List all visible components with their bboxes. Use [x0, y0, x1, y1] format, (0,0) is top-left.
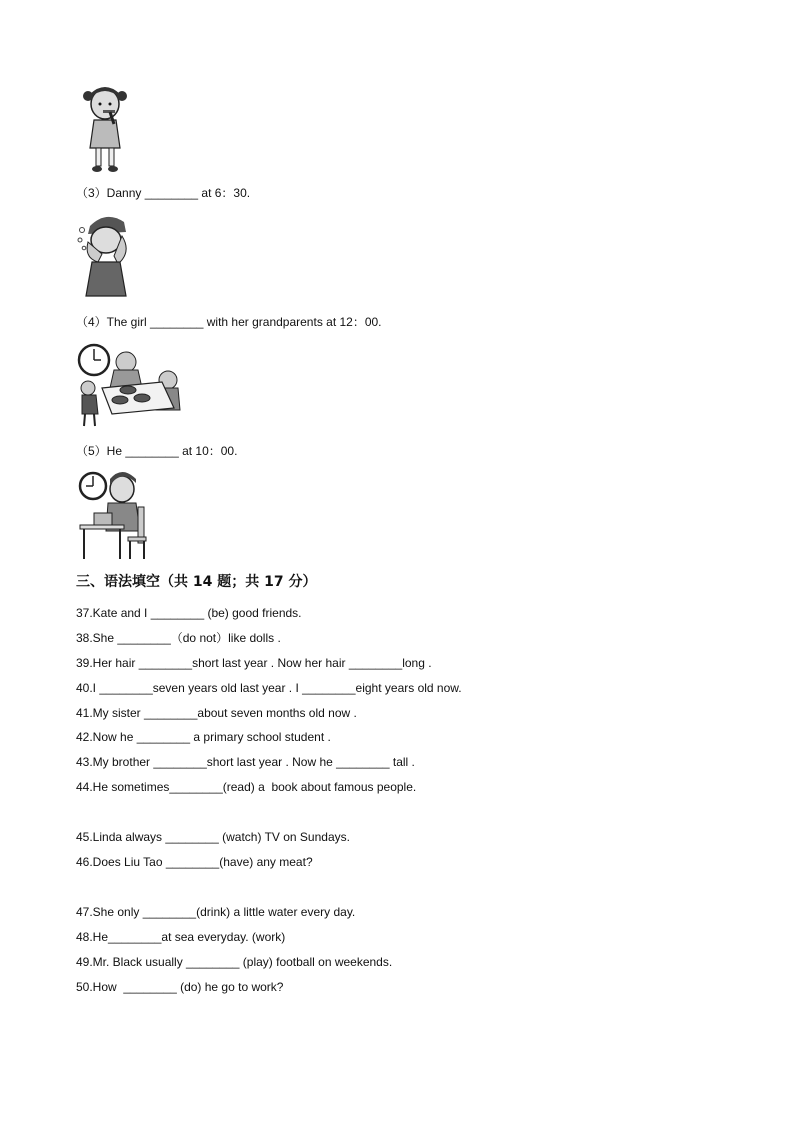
question-37: 37.Kate and I ________ (be) good friends.: [76, 606, 302, 620]
question-50: 50.How ________ (do) he go to work?: [76, 980, 284, 994]
section-title: 三、语法填空（共 14 题；共 17 分）: [76, 574, 317, 590]
question-39: 39.Her hair ________short last year . Now her hair ________long .: [76, 656, 432, 670]
question-47: 47.She only ________(drink) a little water every day.: [76, 905, 356, 919]
girl-brushing-teeth-illustration: [76, 82, 134, 174]
question-46: 46.Does Liu Tao ________(have) any meat?: [76, 855, 313, 869]
question-38: 38.She ________（do not）like dolls .: [76, 631, 281, 645]
question-49: 49.Mr. Black usually ________ (play) football on weekends.: [76, 955, 393, 969]
question-42: 42.Now he ________ a primary school student .: [76, 730, 331, 744]
picture-item-5: （5）He ________ at 10：00.: [76, 444, 238, 458]
question-40: 40.I ________seven years old last year . I ________eight years old now.: [76, 681, 462, 695]
question-43: 43.My brother ________short last year . Now he ________ tall .: [76, 755, 415, 769]
girl-washing-face-illustration: [76, 212, 138, 298]
picture-item-4: （4）The girl ________ with her grandparents at 12：00.: [76, 315, 382, 329]
boy-reading-illustration: [76, 469, 154, 561]
question-44: 44.He sometimes________(read) a book about famous people.: [76, 780, 417, 794]
lunch-with-grandparents-illustration: [76, 340, 186, 430]
picture-item-3: （3）Danny ________ at 6：30.: [76, 186, 251, 200]
question-41: 41.My sister ________about seven months old now .: [76, 706, 357, 720]
question-45: 45.Linda always ________ (watch) TV on Sundays.: [76, 830, 350, 844]
question-48: 48.He________at sea everyday. (work): [76, 930, 286, 944]
